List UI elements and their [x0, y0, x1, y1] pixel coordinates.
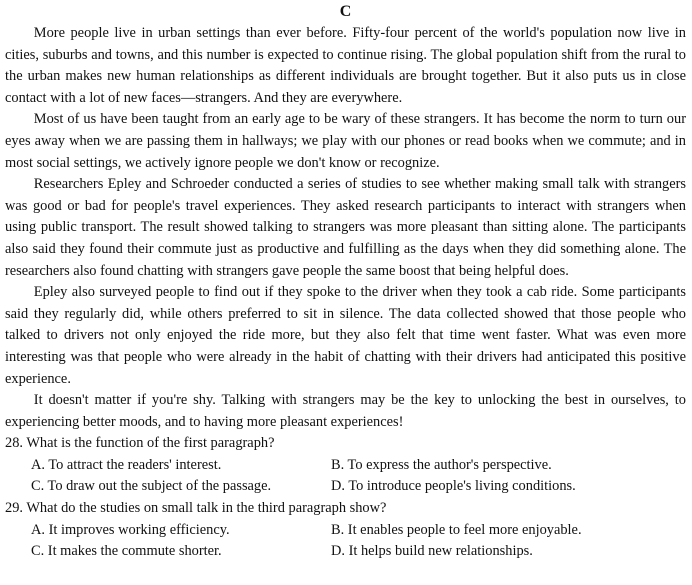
question-29 [5, 498, 686, 563]
option-a: A. To attract the readers' interest. [31, 456, 222, 473]
option-c: C. To draw out the subject of the passage. [31, 478, 272, 495]
option-d: D. It helps build new relationships. [331, 543, 533, 560]
question-stem: 29. What do the studies on small talk in the third paragraph show? [5, 500, 387, 517]
question-28 [5, 433, 686, 498]
answer-options [5, 455, 686, 498]
reading-passage [5, 23, 686, 433]
paragraph-4: Epley also surveyed people to find out if they spoke to the driver when they took a cab ride. Some participants said they regularly did, while others preferred to sit in silence. The data collected showed that those people who talked to drivers not only enjoyed the ride more, but they also felt that time went faster. What was even more interesting was that people who were already in the habit of chatting with their drivers had anticipated this positive experience. [5, 284, 686, 387]
option-b: B. To express the author's perspective. [331, 456, 552, 473]
section-title: C [339, 3, 352, 20]
question-stem: 28. What is the function of the first paragraph? [5, 435, 275, 452]
paragraph-3: Researchers Epley and Schroeder conducted a series of studies to see whether making small talk with strangers was good or bad for people's travel experiences. They asked research participants to interact with strangers when using public transport. The result showed talking to strangers was more pleasant than sitting alone. The participants also said they found their commute just as productive and fulfilling as the days when they did something alone. The researchers also found chatting with strangers gave people the same boost that being helpful does. [5, 176, 686, 279]
option-a: A. It improves working efficiency. [31, 521, 230, 538]
paragraph-2: Most of us have been taught from an early age to be wary of these strangers. It has become the norm to turn our eyes away when we are passing them in hallways; we play with our phones or read books when we commute; and in most social settings, we actively ignore people we don't know or recognize. [5, 111, 686, 171]
paragraph-5: It doesn't matter if you're shy. Talking with strangers may be the key to unlocking the best in ourselves, to experiencing better moods, and to having more pleasant experiences! [5, 392, 686, 430]
option-c: C. It makes the commute shorter. [31, 543, 222, 560]
option-d: D. To introduce people's living conditions. [331, 478, 576, 495]
paragraph-1: More people live in urban settings than ever before. Fifty-four percent of the world's population now live in cities, suburbs and towns, and this number is expected to continue rising. The global population shift from the rural to the urban makes new human relationships as different individuals are brought together. But it also puts us in close contact with a lot of new faces—strangers. And they are everywhere. [5, 25, 686, 106]
option-b: B. It enables people to feel more enjoyable. [331, 521, 582, 538]
answer-options [5, 520, 686, 563]
